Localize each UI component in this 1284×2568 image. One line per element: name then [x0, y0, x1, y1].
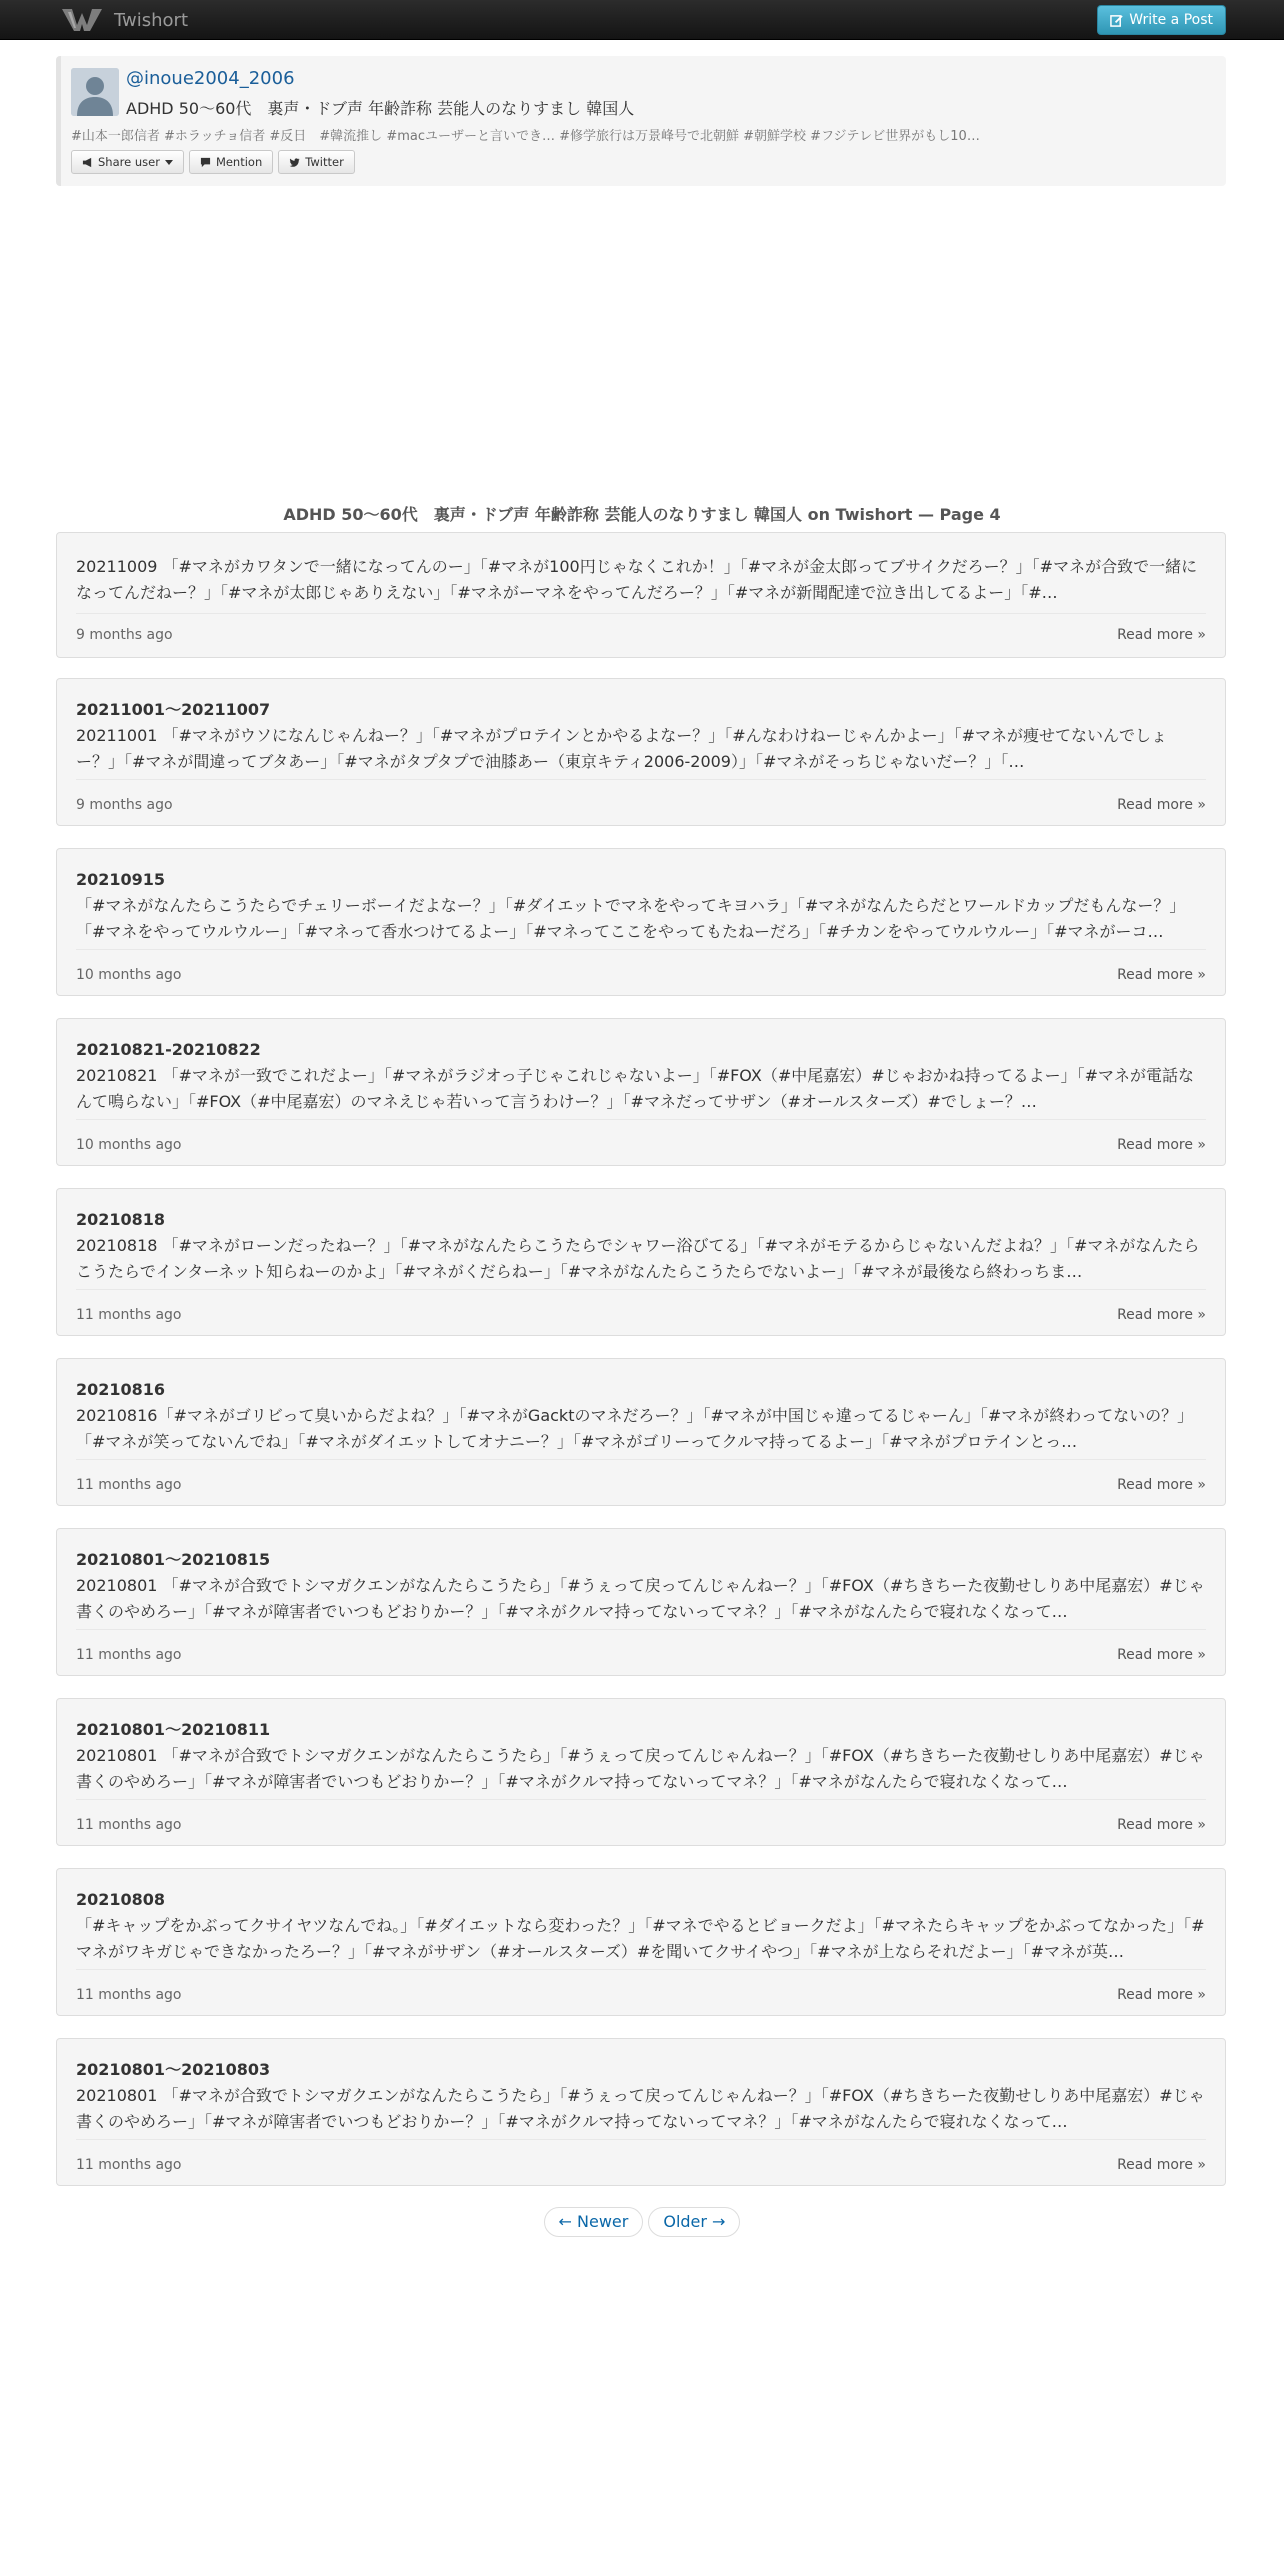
post-excerpt[interactable]: 20211009 「#マネがカワタンで一緒になってんのー」「#マネが100円じゃなくこれか！」「#マネが金太郎ってブサイクだろー？」「#マネが合致で一緒になってんだねー？」「#マネが太郎じゃありえない」「#マネがーマネをやってんだろー？」「#マネが新聞配達で泣き出してるよー」「#… [76, 557, 1198, 602]
post-body [76, 1890, 1206, 1965]
read-more-link[interactable]: Read more » [1117, 2157, 1206, 2173]
post-excerpt[interactable]: 「#キャップをかぶってクサイヤツなんでね。」「#ダイエットなら変わった？」「#マネでやるとビョークだよ」「#マネたらキャップをかぶってなかった」「#マネがワキガじゃできなかったろー？」「#マネがサザン（#オールスターズ）#を聞いてクサイやつ」「#マネが上ならそれだよー」「#マネが英… [76, 1916, 1205, 1961]
post-title[interactable]: 20211001～20211007 [76, 700, 271, 719]
user-profile-card [56, 56, 1226, 186]
post-excerpt[interactable]: 20210816「#マネがゴリビって臭いからだよね？」「#マネがGacktのマネだろー？」「#マネが中国じゃ違ってるじゃーん」「#マネが終わってないの？」「#マネが笑ってないんでね」「#マネがダイエットしてオナニー？」「#マネがゴリーってクルマ持ってるよー」「#マネがプロテインとっ… [76, 1406, 1194, 1451]
post-body [76, 1550, 1206, 1625]
post-divider [76, 613, 1206, 614]
bullhorn-icon [82, 157, 93, 168]
post-title[interactable]: 20210821-20210822 [76, 1040, 261, 1059]
post-excerpt[interactable]: 「#マネがなんたらこうたらでチェリーボーイだよなー？」「#ダイエットでマネをやってキヨハラ」「#マネがなんたらだとワールドカップだもんなー？」「#マネをやってウルウルー」「#マネって香水つけてるよー」「#マネってここをやってもたねーだろ」「#チカンをやってウルウルー」「#マネがーコ… [76, 896, 1186, 941]
read-more-link[interactable]: Read more » [1117, 627, 1206, 643]
share-user-label: Share user [98, 155, 160, 169]
post-title[interactable]: 20210801～20210803 [76, 2060, 271, 2079]
pagination [0, 2207, 1284, 2237]
post-divider [76, 779, 1206, 780]
post-title[interactable]: 20210808 [76, 1890, 166, 1909]
post-title[interactable]: 20210801～20210815 [76, 1550, 271, 1569]
post-divider [76, 1799, 1206, 1800]
user-tags: #山本一郎信者 #ホラッチョ信者 #反日 #韓流推し #macユーザーと言いでき… #修学旅行は万景峰号で北朝鮮 #朝鮮学校 #フジテレビ世界がもし10… [71, 129, 980, 144]
top-navbar [0, 0, 1284, 40]
post-body [76, 1040, 1206, 1115]
post-timestamp: 9 months ago [76, 627, 173, 643]
post-timestamp: 10 months ago [76, 967, 182, 983]
post-body [76, 870, 1206, 945]
post-divider [76, 2139, 1206, 2140]
post-divider [76, 1629, 1206, 1630]
brand-link[interactable] [60, 0, 188, 40]
post-divider [76, 1289, 1206, 1290]
post-title[interactable]: 20210915 [76, 870, 166, 889]
read-more-link[interactable]: Read more » [1117, 1817, 1206, 1833]
post-card [56, 678, 1226, 826]
older-page-button[interactable]: Older → [648, 2207, 740, 2237]
post-body [76, 2060, 1206, 2135]
read-more-link[interactable]: Read more » [1117, 1477, 1206, 1493]
post-card [56, 1188, 1226, 1336]
post-body [76, 1380, 1206, 1455]
post-card [56, 1698, 1226, 1846]
twitter-label: Twitter [305, 155, 344, 169]
post-card [56, 1018, 1226, 1166]
post-title[interactable]: 20210801～20210811 [76, 1720, 271, 1739]
post-divider [76, 1119, 1206, 1120]
mention-button[interactable] [189, 150, 273, 174]
user-action-buttons [71, 150, 355, 174]
post-excerpt[interactable]: 20210801 「#マネが合致でトシマガクエンがなんたらこうたら」「#うぇって戻ってんじゃんねー？」「#FOX（#ちきちーた夜勤せしりあ中尾嘉宏）#じゃ書くのやめろー」「#マネが障害者でいつもどおりかー？」「#マネがクルマ持ってないってマネ？」「#マネがなんたらで寝れなくなって… [76, 2086, 1205, 2131]
post-body [76, 554, 1206, 606]
mention-label: Mention [215, 155, 263, 169]
post-card [56, 848, 1226, 996]
brand-name: Twishort [114, 9, 188, 31]
write-post-button[interactable] [1097, 5, 1226, 35]
post-timestamp: 11 months ago [76, 1817, 182, 1833]
post-card [56, 1528, 1226, 1676]
post-divider [76, 949, 1206, 950]
edit-icon [1110, 14, 1123, 27]
post-body [76, 700, 1206, 775]
newer-page-button[interactable]: ← Newer [544, 2207, 644, 2237]
read-more-link[interactable]: Read more » [1117, 797, 1206, 813]
post-excerpt[interactable]: 20210821 「#マネが一致でこれだよー」「#マネがラジオっ子じゃこれじゃないよー」「#FOX（#中尾嘉宏）#じゃおかね持ってるよー」「#マネが電話なんて鳴らない」「#FOX（#中尾嘉宏）のマネえじゃ若いって言うわけー？」「#マネだってサザン（#オールスターズ）#でしょー？… [76, 1066, 1195, 1111]
post-timestamp: 11 months ago [76, 1647, 182, 1663]
read-more-link[interactable]: Read more » [1117, 967, 1206, 983]
post-card [56, 1358, 1226, 1506]
post-timestamp: 10 months ago [76, 1137, 182, 1153]
post-body [76, 1210, 1206, 1285]
post-title[interactable]: 20210816 [76, 1380, 166, 1399]
page-title: ADHD 50～60代 裏声・ドブ声 年齢詐称 芸能人のなりすまし 韓国人 on Twishort — Page 4 [283, 505, 1001, 524]
post-excerpt[interactable]: 20210801 「#マネが合致でトシマガクエンがなんたらこうたら」「#うぇって戻ってんじゃんねー？」「#FOX（#ちきちーた夜勤せしりあ中尾嘉宏）#じゃ書くのやめろー」「#マネが障害者でいつもどおりかー？」「#マネがクルマ持ってないってマネ？」「#マネがなんたらで寝れなくなって… [76, 1746, 1205, 1791]
post-card [56, 2038, 1226, 2186]
post-excerpt[interactable]: 20210818 「#マネがローンだったねー？」「#マネがなんたらこうたらでシャワー浴びてる」「#マネがモテるからじゃないんだよね？」「#マネがなんたらこうたらでインターネット知らねーのかよ」「#マネがくだらねー」「#マネがなんたらこうたらでないよー」「#マネが最後なら終わっちま… [76, 1236, 1200, 1281]
post-excerpt[interactable]: 20210801 「#マネが合致でトシマガクエンがなんたらこうたら」「#うぇって戻ってんじゃんねー？」「#FOX（#ちきちーた夜勤せしりあ中尾嘉宏）#じゃ書くのやめろー」「#マネが障害者でいつもどおりかー？」「#マネがクルマ持ってないってマネ？」「#マネがなんたらで寝れなくなって… [76, 1576, 1205, 1621]
user-bio: ADHD 50～60代 裏声・ドブ声 年齢詐称 芸能人のなりすまし 韓国人 [126, 99, 635, 118]
post-timestamp: 11 months ago [76, 2157, 182, 2173]
post-timestamp: 11 months ago [76, 1477, 182, 1493]
caret-down-icon [165, 158, 173, 166]
share-user-button[interactable] [71, 150, 184, 174]
post-timestamp: 9 months ago [76, 797, 173, 813]
read-more-link[interactable]: Read more » [1117, 1647, 1206, 1663]
post-divider [76, 1969, 1206, 1970]
avatar-placeholder-icon [71, 68, 119, 116]
post-card [56, 1868, 1226, 2016]
twitter-button[interactable] [278, 150, 355, 174]
post-card [56, 532, 1226, 658]
read-more-link[interactable]: Read more » [1117, 1137, 1206, 1153]
post-divider [76, 1459, 1206, 1460]
twitter-icon [289, 157, 300, 168]
twishort-logo-icon [60, 7, 104, 33]
post-excerpt[interactable]: 20211001 「#マネがウソになんじゃんねー？」「#マネがプロテインとかやるよなー？」「#んなわけねーじゃんかよー」「#マネが痩せてないんでしょー？」「#マネが間違ってブタあー」「#マネがタプタプで油膝あー（東京キティ2006-2009）」「#マネがそっちじゃないだー？」「… [76, 726, 1168, 771]
post-timestamp: 11 months ago [76, 1307, 182, 1323]
post-timestamp: 11 months ago [76, 1987, 182, 2003]
read-more-link[interactable]: Read more » [1117, 1987, 1206, 2003]
post-title[interactable]: 20210818 [76, 1210, 166, 1229]
write-post-label: Write a Post [1129, 12, 1213, 28]
user-avatar[interactable] [71, 68, 119, 116]
user-handle-link[interactable]: @inoue2004_2006 [126, 68, 295, 89]
read-more-link[interactable]: Read more » [1117, 1307, 1206, 1323]
comment-icon [200, 157, 211, 168]
post-body [76, 1720, 1206, 1795]
